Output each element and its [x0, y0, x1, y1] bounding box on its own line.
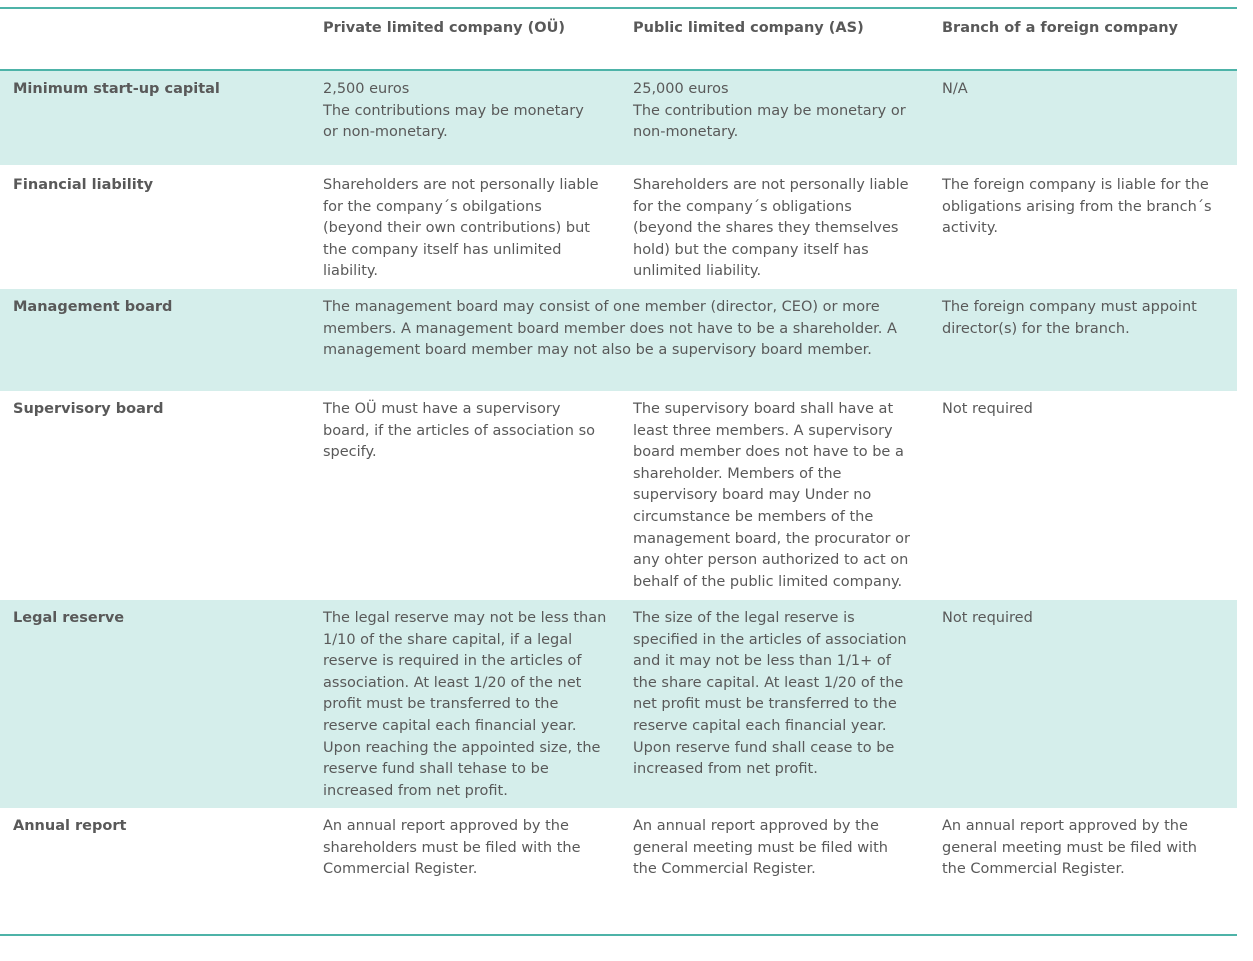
cell-management-private-public: The management board may consist of one member (director, CEO) or more members. A management board member does not have to be a shareholder. A management board member may not also be a supervisory board member. — [323, 299, 897, 359]
header-branch-foreign-company: Branch of a foreign company — [942, 20, 1179, 36]
row-label-capital: Minimum start-up capital — [13, 81, 220, 97]
table-row-annual — [0, 808, 1237, 934]
table-row-capital — [0, 71, 1237, 165]
row-label-supervisory: Supervisory board — [13, 401, 164, 417]
cell-annual-private: An annual report approved by the shareholders must be filed with the Commercial Register. — [323, 818, 581, 878]
cell-capital-public: 25,000 euros The contribution may be monetary or non-monetary. — [633, 81, 906, 141]
table-row-reserve — [0, 600, 1237, 808]
cell-capital-branch: N/A — [942, 81, 968, 97]
row-label-liability: Financial liability — [13, 177, 154, 193]
header-private-company: Private limited company (OÜ) — [323, 20, 566, 36]
cell-reserve-branch: Not required — [942, 610, 1033, 626]
cell-capital-private: 2,500 euros The contributions may be monetary or non-monetary. — [323, 81, 584, 141]
header-public-company: Public limited company (AS) — [633, 20, 864, 36]
table-header-row — [0, 9, 1237, 69]
cell-annual-branch: An annual report approved by the general meeting must be filed with the Commercial Register. — [942, 818, 1197, 878]
cell-annual-public: An annual report approved by the general meeting must be filed with the Commercial Register. — [633, 818, 888, 878]
cell-management-branch: The foreign company must appoint director(s) for the branch. — [942, 299, 1197, 337]
cell-reserve-public: The size of the legal reserve is specified in the articles of association and it may not be less than 1/1+ of the share capital. At least 1/20 of the net profit must be transferred to the reserve capital each financial year. Upon reserve fund shall cease to be increased from net profit. — [633, 610, 907, 778]
table-row-management — [0, 289, 1237, 391]
cell-supervisory-private: The OÜ must have a supervisory board, if the articles of association so specify. — [323, 401, 596, 461]
cell-reserve-private: The legal reserve may not be less than 1/10 of the share capital, if a legal reserve is required in the articles of association. At least 1/20 of the net profit must be transferred to the reserve capital each financial year. Upon reaching the appointed size, the reserve fund shall tehase to be increased from net profit. — [323, 610, 607, 799]
cell-liability-public: Shareholders are not personally liable for the company´s obligations (beyond the shares they themselves hold) but the company itself has unlimited liability. — [633, 177, 909, 280]
row-label-management: Management board — [13, 299, 173, 315]
table-row-liability — [0, 165, 1237, 289]
row-label-annual: Annual report — [13, 818, 127, 834]
table-row-supervisory — [0, 391, 1237, 600]
cell-liability-branch: The foreign company is liable for the obligations arising from the branch´s activity. — [942, 177, 1212, 237]
cell-supervisory-public: The supervisory board shall have at least three members. A supervisory board member does not have to be a shareholder. Members of the supervisory board may Under no circumstance be members of the management board, the procurator or any ohter person authorized to act on behalf of the public limited company. — [633, 401, 910, 590]
table-bottom-rule — [0, 934, 1237, 936]
cell-supervisory-branch: Not required — [942, 401, 1033, 417]
cell-liability-private: Shareholders are not personally liable for the company´s obilgations (beyond their own contributions) but the company itself has unlimited liability. — [323, 177, 599, 280]
row-label-reserve: Legal reserve — [13, 610, 125, 626]
